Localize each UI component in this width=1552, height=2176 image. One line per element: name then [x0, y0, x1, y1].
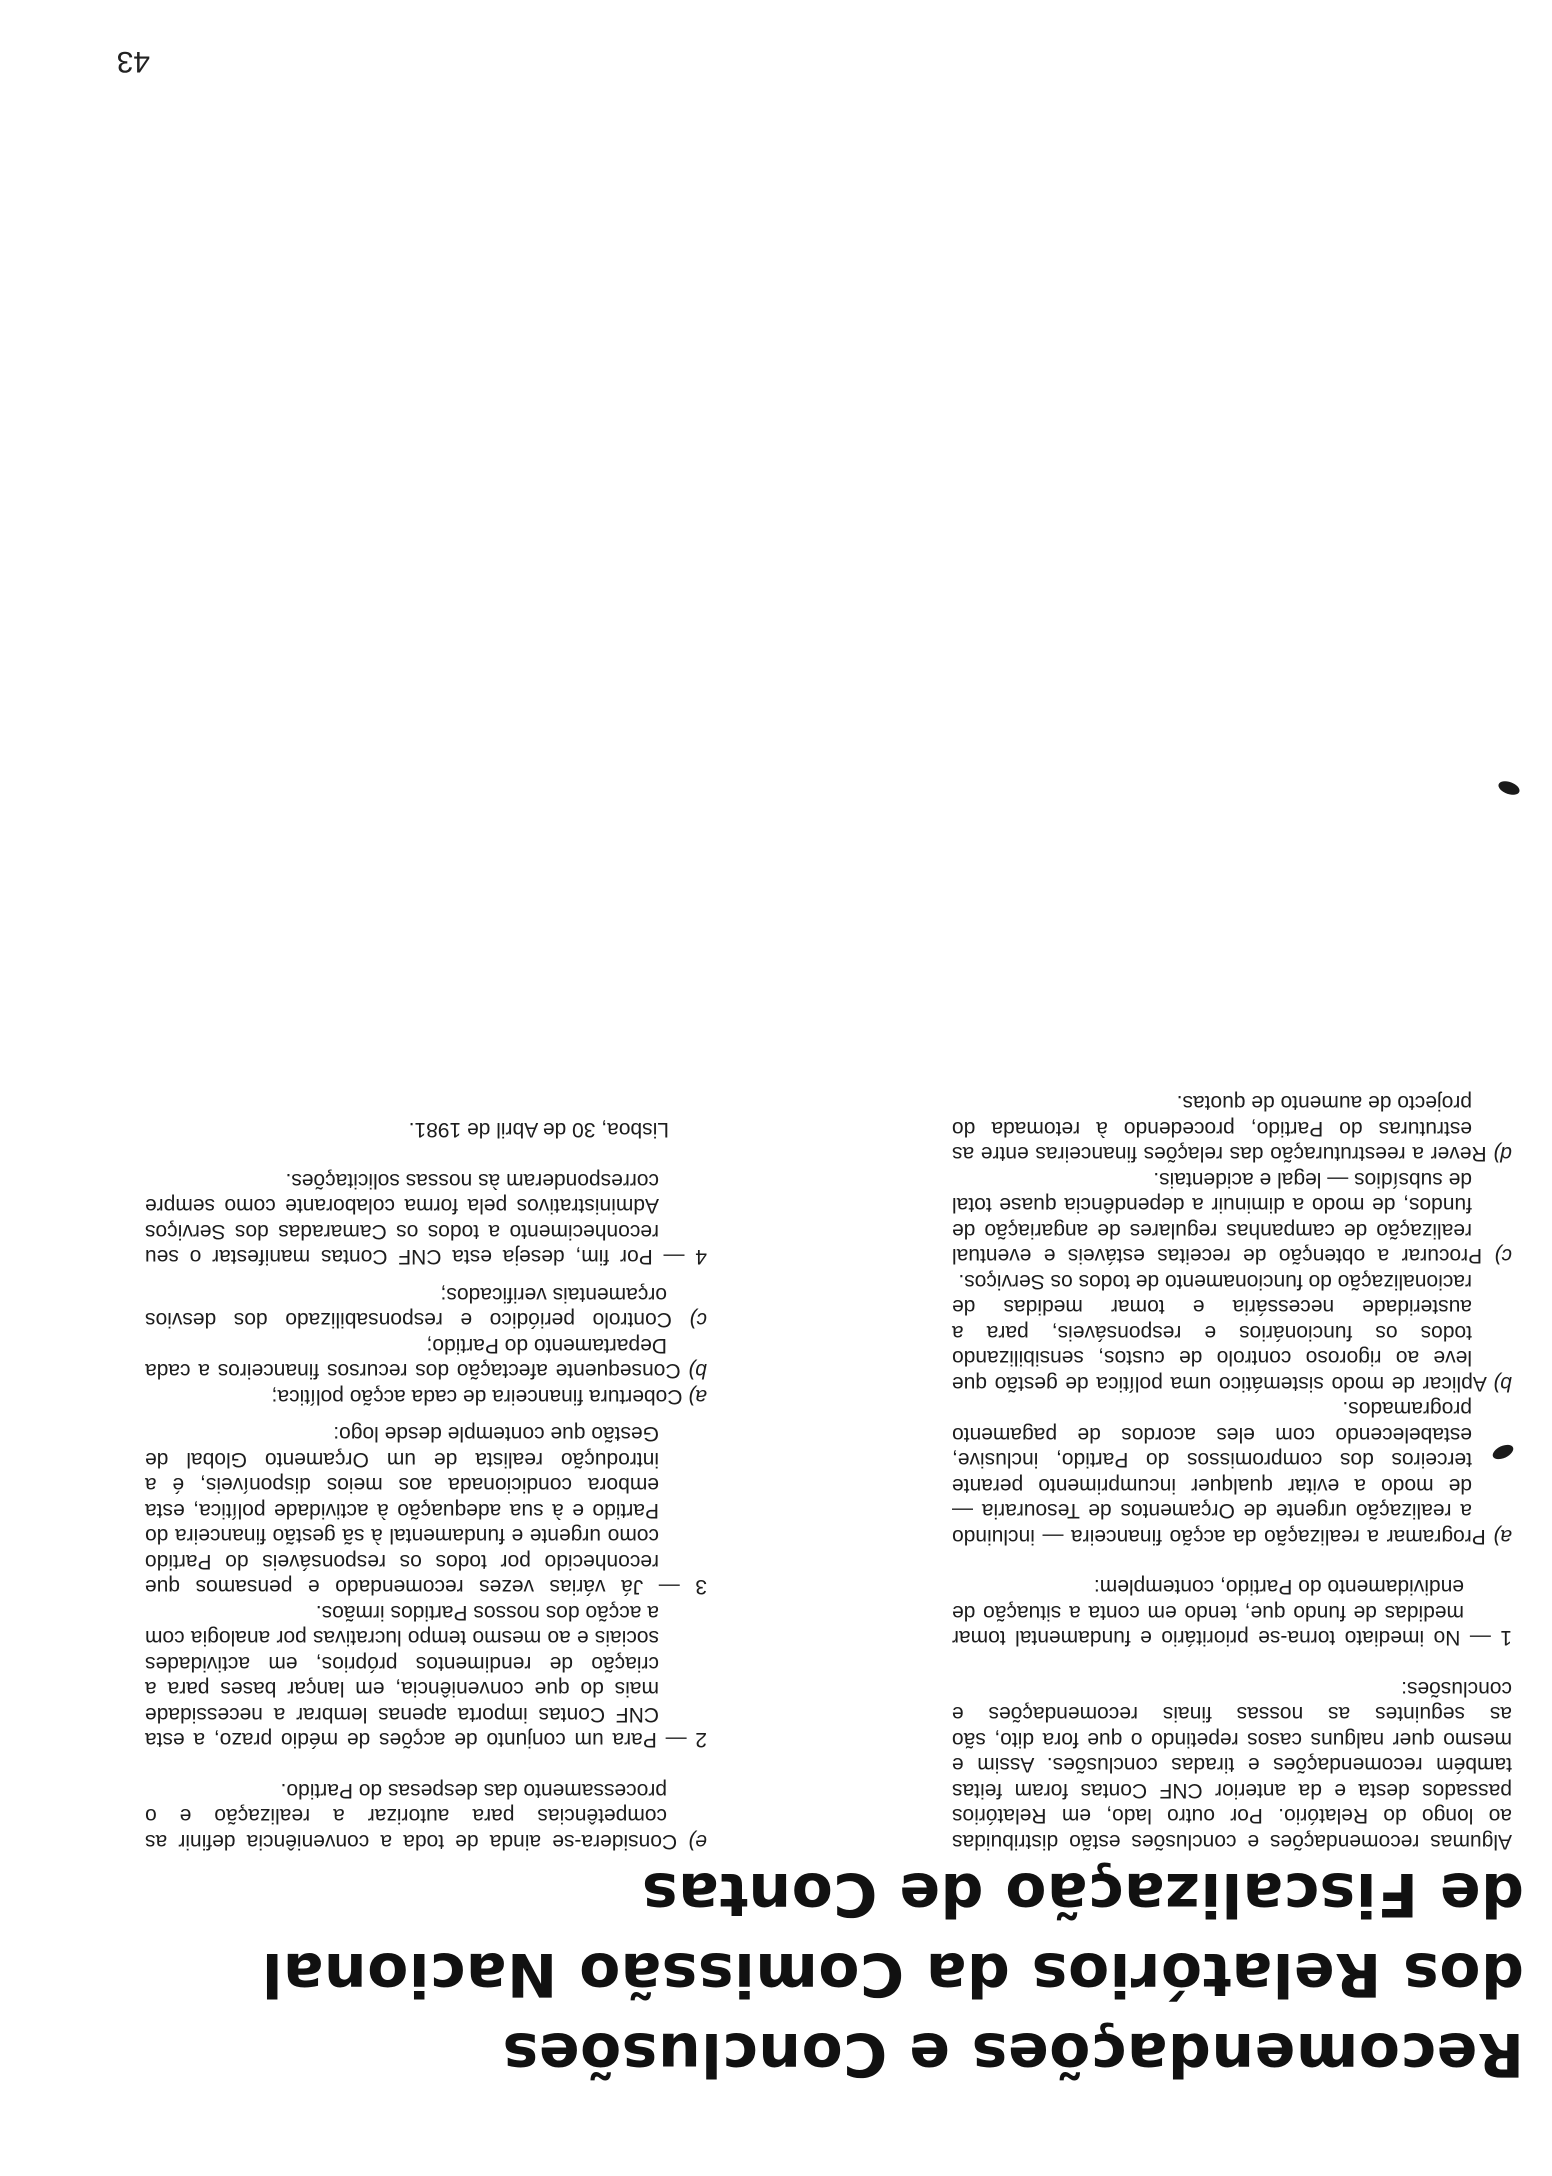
subitem-b	[145, 1333, 707, 1384]
point-2-text: Para um conjunto de acções de médio prazo, a esta CNF Contas importa apenas lembrar a necessidade mais do que conveniência, em lançar bases para a criação de rendimentos próprios, em actividades sociais e ao mesmo tempo lucrativas por analogia com a acção dos nossos Partidos irmãos.	[144, 1601, 659, 1752]
title-line-1: Recomendações e Conclusões	[502, 2019, 1524, 2089]
subitem-c-text: Controlo periódico e responsabilizado dos desvios orçamentais verificados;	[145, 1283, 672, 1332]
item-d	[952, 1090, 1512, 1167]
date-line: Lisboa, 30 de Abril de 1981.	[408, 1118, 669, 1142]
binder-hole-mark	[1497, 779, 1522, 798]
subitem-c	[145, 1282, 707, 1333]
item-c-text: Procurar a obtenção de receitas estáveis e eventual realização de campanhas regulares de angariação de fundos, de modo a diminuir a dependência quase total de subsídios — legal e acidentais.	[952, 1168, 1483, 1268]
item-e-text: Considera-se ainda de toda a conveniência definir as competências para autorizar a realização e o processamento das despesas do Partido.	[145, 1779, 678, 1853]
point-2-label: 2 —	[665, 1728, 707, 1752]
item-b-text: Aplicar de modo sistemático uma política de gestão que leve ao rigoroso controlo de custos, sensibilizando todos os funcionários e responsáveis, para a austeridade necessária e tomar medidas de racionalização do funcionamento de todos os Serviços.	[951, 1270, 1487, 1395]
subitem-a-text: Cobertura financeira de cada acção política;	[271, 1385, 683, 1408]
subitem-a-label: a)	[688, 1385, 707, 1408]
left-column	[952, 1090, 1512, 1854]
title-line-2: dos Relatórios da Comissão Nacional	[261, 1939, 1524, 2009]
item-c	[952, 1167, 1512, 1269]
point-3-text: Já várias vezes recomendado e pensamos que reconhecido por todos os responsáveis do Partido como urgente e fundamental à sã gestão financeira do Partido e à sua adequação à actividade política, esta embora condicionada aos meios disponíveis, é a introdução realista de um Orçamento Global de Gestão que contemple desde logo:	[145, 1422, 659, 1599]
subitem-a	[145, 1384, 707, 1410]
point-4-text: Por fim, deseja esta CNF Contas manifestar o seu reconhecimento a todos os Camaradas dos Serviços Administrativos pela forma colaborante como sempre corresponderam às nossas solicitações.	[145, 1169, 659, 1269]
point-4-label: 4 —	[663, 1245, 707, 1269]
item-a	[952, 1396, 1512, 1549]
item-c-label: c)	[1494, 1244, 1512, 1268]
point-1-label: 1 —	[1469, 1626, 1512, 1650]
page-number: 43	[116, 45, 150, 78]
item-b-label: b)	[1493, 1372, 1512, 1395]
point-3-label: 3 —	[658, 1575, 707, 1599]
subitem-b-label: b)	[688, 1359, 707, 1383]
item-a-text: Programar a realização da acção financeira — incluindo a realização urgente de Orçamentos de Tesouraria — de modo a evitar qualquer incumprimento perante terceiros dos compromissos do Partido, inclusive, estabelecendo com eles acordos de pagamento programados.	[952, 1397, 1486, 1548]
point-2	[145, 1600, 707, 1753]
point-4	[145, 1168, 707, 1270]
item-a-label: a)	[1493, 1525, 1512, 1548]
subitem-c-label: c)	[689, 1308, 707, 1332]
item-e-label: e)	[688, 1830, 707, 1853]
item-e	[145, 1778, 707, 1855]
point-1	[952, 1574, 1512, 1651]
point-1-text: No imediato torna-se prioritário e fundamental tomar medidas de fundo que, tendo em conta a situação de endividamento do Partido, contemplem:	[951, 1575, 1464, 1650]
intro-paragraph: Algumas recomendações e conclusões estão distribuidas ao longo do Relatório. Por outro lado, em Relatórios passados desta e da anterior CNF Contas foram feitas também recomendações e tiradas conclusões. Assim e mesmo quer nalguns casos repetindo o que fora dito, são as seguintes as nossas finais recomendações e conclusões:	[952, 1677, 1512, 1853]
item-d-label: d)	[1493, 1142, 1512, 1166]
document-title	[24, 1854, 1524, 2094]
point-3	[145, 1421, 707, 1600]
subitem-b-text: Consequente afectação dos recursos financeiros a cada Departamento do Partido;	[145, 1334, 681, 1383]
right-column	[145, 1117, 707, 1854]
title-line-3: de Fiscalização de Contas	[641, 1859, 1524, 1929]
item-b	[952, 1269, 1512, 1397]
item-d-text: Rever a reestruturação das relações financeiras entre as estruturas do Partido, procedendo à retomada do projecto de aumento de quotas.	[952, 1091, 1487, 1166]
